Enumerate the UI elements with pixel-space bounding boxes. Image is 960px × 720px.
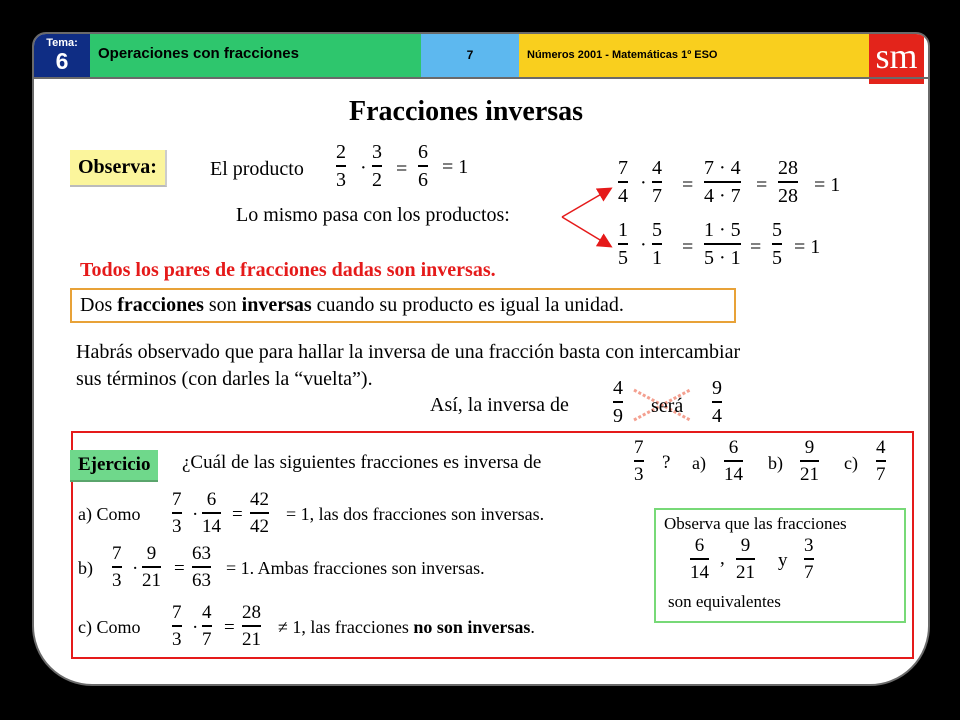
question-mark: ? xyxy=(662,452,671,473)
fraction: 3 2 xyxy=(372,141,382,191)
equals-sign: = xyxy=(756,174,768,196)
fraction: 5 1 xyxy=(652,219,662,269)
note-line-2: son equivalentes xyxy=(668,592,781,611)
dot-operator: · xyxy=(132,558,139,579)
equals-sign: = xyxy=(682,236,694,258)
fraction-4-9: 4 9 xyxy=(613,377,623,427)
answer-text: = 1. Ambas fracciones son inversas. xyxy=(226,558,485,578)
answer-prefix: c) Como xyxy=(78,617,141,637)
page-number: 7 xyxy=(421,34,519,77)
fraction: 7 3 xyxy=(172,602,182,650)
fraction: 1 · 5 5 · 1 xyxy=(704,219,741,269)
fraction: 2 3 xyxy=(336,141,346,191)
lo-mismo-text: Lo mismo pasa con los productos: xyxy=(236,204,510,226)
note-fraction-2: 9 21 xyxy=(736,535,755,583)
exercise-question: ¿Cuál de las siguientes fracciones es inversa de xyxy=(182,452,542,473)
fraction: 7 4 xyxy=(618,157,628,207)
dot-operator: · xyxy=(640,172,647,194)
option-b-label: b) xyxy=(768,453,783,473)
definition-text: Dos xyxy=(80,294,118,316)
slide-page xyxy=(32,32,930,686)
definition-box xyxy=(70,288,736,323)
fraction: 28 21 xyxy=(242,602,261,650)
note-y: y xyxy=(778,550,788,571)
sm-logo: sm xyxy=(869,34,924,84)
option-c-label: c) xyxy=(844,453,858,473)
option-b-fraction: 9 21 xyxy=(800,437,819,485)
equals-one: = 1 xyxy=(442,156,469,178)
equals-one: = 1 xyxy=(794,236,821,258)
definition-bold: inversas xyxy=(241,294,312,316)
slide xyxy=(12,10,948,706)
fraction: 42 42 xyxy=(250,489,269,537)
section-title: Operaciones con fracciones xyxy=(90,34,421,77)
equals-one: = 1 xyxy=(814,174,841,196)
equals-sign: = xyxy=(174,558,185,579)
equals-sign: = xyxy=(224,617,235,638)
note-fraction-3: 3 7 xyxy=(804,535,814,583)
definition-text: son xyxy=(203,294,242,316)
fraction: 4 7 xyxy=(652,157,662,207)
answer-prefix: b) xyxy=(78,558,93,578)
option-a-label: a) xyxy=(692,453,706,473)
equals-sign: = xyxy=(750,236,762,258)
fraction: 4 7 xyxy=(202,602,212,650)
fraction: 9 21 xyxy=(142,543,161,591)
fraction: 6 14 xyxy=(202,489,221,537)
definition-bold: fracciones xyxy=(117,294,204,316)
answer-prefix: a) Como xyxy=(78,504,141,524)
answer-text: = 1, las dos fracciones son inversas. xyxy=(286,504,545,524)
fraction: 6 6 xyxy=(418,141,428,191)
equals-sign: = xyxy=(682,174,694,196)
option-c-fraction: 4 7 xyxy=(876,437,886,485)
series-title: Números 2001 - Matemáticas 1º ESO xyxy=(519,34,871,77)
fraction: 7 3 xyxy=(172,489,182,537)
ejercicio-label: Ejercicio xyxy=(70,450,158,482)
fraction: 7 3 xyxy=(112,543,122,591)
note-line-1: Observa que las fracciones xyxy=(664,514,847,533)
dot-operator: · xyxy=(192,617,199,638)
observa-label: Observa: xyxy=(70,150,167,187)
dot-operator: · xyxy=(640,234,647,256)
el-producto-text: El producto xyxy=(210,158,304,180)
dot-operator: · xyxy=(192,504,199,525)
definition-text: cuando su producto es igual la unidad. xyxy=(311,294,624,316)
note-comma: , xyxy=(720,548,725,569)
fraction: 63 63 xyxy=(192,543,211,591)
dot-operator: · xyxy=(360,157,367,179)
explanation-line-2: sus términos (con darles la “vuelta”). xyxy=(76,368,373,390)
tema-label: Tema: xyxy=(46,37,78,49)
fraction: 28 28 xyxy=(778,157,798,207)
fraction-9-4: 9 4 xyxy=(712,377,722,427)
red-statement: Todos los pares de fracciones dadas son inversas. xyxy=(80,259,496,281)
option-a-fraction: 6 14 xyxy=(724,437,743,485)
equals-sign: = xyxy=(232,504,243,525)
fraction-7-3: 7 3 xyxy=(634,437,644,485)
fraction: 5 5 xyxy=(772,219,782,269)
answer-text: ≠ 1, las fracciones no son inversas. xyxy=(278,617,535,637)
fraction: 7 · 4 4 · 7 xyxy=(704,157,741,207)
note-fraction-1: 6 14 xyxy=(690,535,709,583)
fraction: 1 5 xyxy=(618,219,628,269)
asi-text: Así, la inversa de xyxy=(430,394,569,416)
tema-number: 6 xyxy=(55,48,69,74)
sera-text: será xyxy=(651,395,684,417)
equals-sign: = xyxy=(396,158,408,180)
page-title: Fracciones inversas xyxy=(349,96,584,127)
explanation-line-1: Habrás observado que para hallar la inversa de una fracción basta con intercambiar xyxy=(76,341,741,363)
